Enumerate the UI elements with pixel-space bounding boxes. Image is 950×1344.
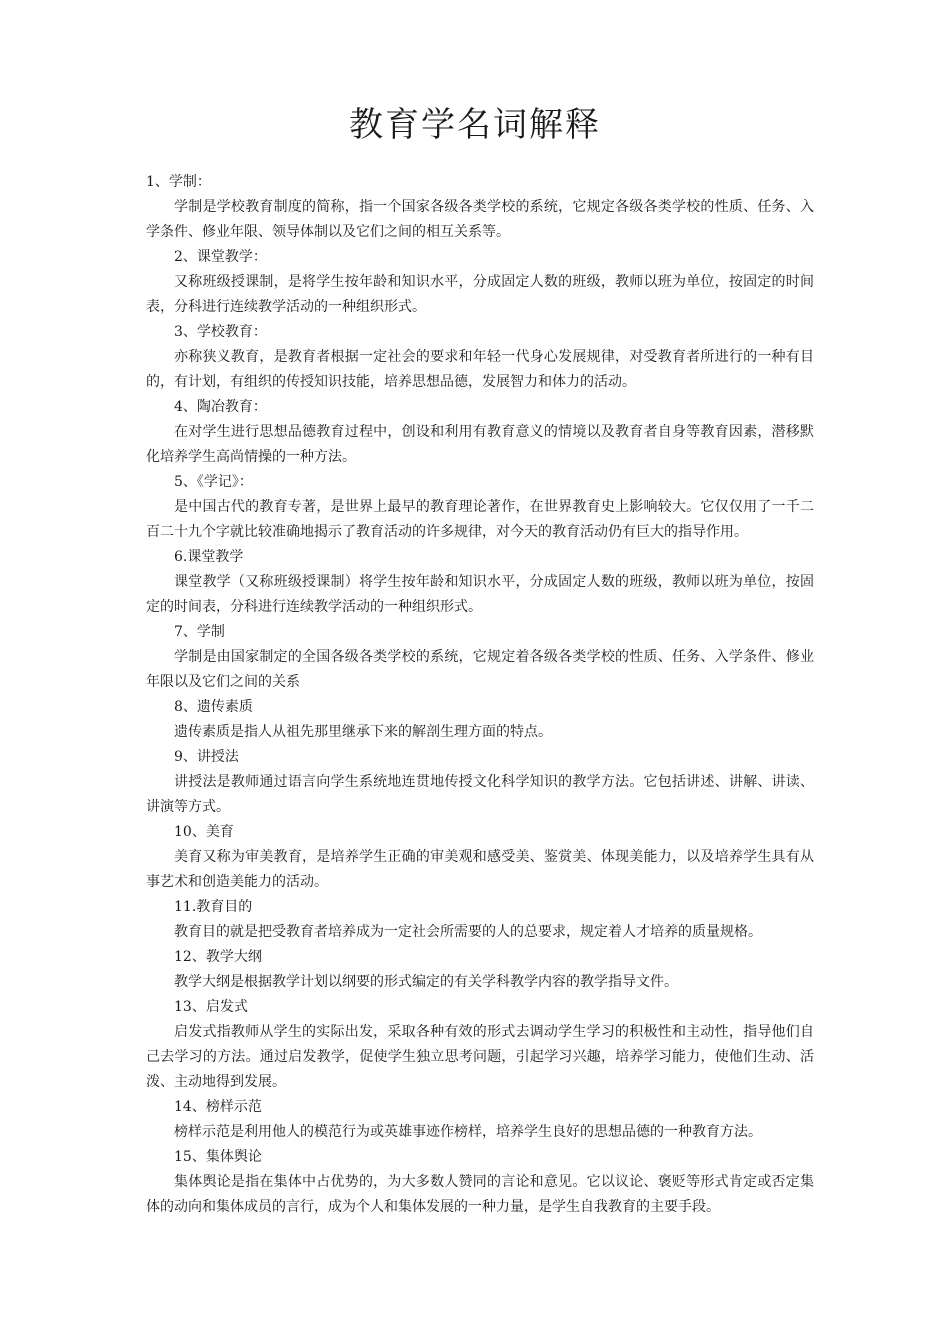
entry-heading: 12、教学大纲 — [174, 949, 262, 965]
entry-heading: 10、美育 — [174, 824, 234, 840]
entry-definition: 是中国古代的教育专著，是世界上最早的教育理论著作，在世界教育史上影响较大。它仅仅用了一千二百二十九个字就比较准确地揭示了教育活动的许多规律，对今天的教育活动仍有巨大的指导作用。 — [146, 499, 814, 540]
entry-definition: 遗传素质是指人从祖先那里继承下来的解剖生理方面的特点。 — [174, 724, 552, 740]
entry-definition: 学制是由国家制定的全国各级各类学校的系统，它规定着各级各类学校的性质、任务、入学条件、修业年限以及它们之间的关系 — [146, 649, 814, 690]
entry-heading: 4、陶冶教育： — [174, 399, 267, 415]
entry-heading: 5、《学记》： — [174, 474, 253, 490]
entry-definition: 讲授法是教师通过语言向学生系统地连贯地传授文化科学知识的教学方法。它包括讲述、讲解、讲读、讲演等方式。 — [146, 774, 814, 815]
entry-heading: 6.课堂教学 — [174, 549, 244, 565]
document-title: 教育学名词解释 — [349, 105, 601, 145]
entry-definition: 亦称狭义教育，是教育者根据一定社会的要求和年轻一代身心发展规律，对受教育者所进行的一种有目的，有计划，有组织的传授知识技能，培养思想品德，发展智力和体力的活动。 — [146, 349, 814, 390]
entry-definition: 启发式指教师从学生的实际出发，采取各种有效的形式去调动学生学习的积极性和主动性，指导他们自己去学习的方法。通过启发教学，促使学生独立思考问题，引起学习兴趣，培养学习能力，使他们生动、活泼、主动地得到发展。 — [146, 1024, 814, 1090]
entry-heading: 3、学校教育： — [174, 324, 267, 340]
entry-heading: 8、遗传素质 — [174, 699, 253, 715]
entry-definition: 美育又称为审美教育，是培养学生正确的审美观和感受美、鉴赏美、体现美能力，以及培养学生具有从事艺术和创造美能力的活动。 — [146, 849, 814, 890]
entry-definition: 教学大纲是根据教学计划以纲要的形式编定的有关学科教学内容的教学指导文件。 — [174, 974, 678, 990]
entry-definition: 又称班级授课制，是将学生按年龄和知识水平，分成固定人数的班级，教师以班为单位，按固定的时间表，分科进行连续教学活动的一种组织形式。 — [146, 274, 814, 315]
entry-definition: 在对学生进行思想品德教育过程中，创设和利用有教育意义的情境以及教育者自身等教育因素，潜移默化培养学生高尚情操的一种方法。 — [146, 424, 814, 465]
entry-heading: 2、课堂教学： — [174, 249, 267, 265]
entry-definition: 集体舆论是指在集体中占优势的，为大多数人赞同的言论和意见。它以议论、褒贬等形式肯定或否定集体的动向和集体成员的言行，成为个人和集体发展的一种力量，是学生自我教育的主要手段。 — [146, 1174, 814, 1215]
entry-heading: 11.教育目的 — [174, 899, 253, 915]
entry-heading: 14、榜样示范 — [174, 1099, 262, 1115]
entry-definition: 课堂教学（又称班级授课制）将学生按年龄和知识水平，分成固定人数的班级，教师以班为单位，按固定的时间表，分科进行连续教学活动的一种组织形式。 — [146, 574, 814, 615]
entry-heading: 13、启发式 — [174, 999, 248, 1015]
entry-definition: 榜样示范是利用他人的模范行为或英雄事迹作榜样，培养学生良好的思想品德的一种教育方法。 — [174, 1124, 762, 1140]
entry-heading: 9、讲授法 — [174, 749, 239, 765]
entry-heading: 1、学制： — [146, 174, 211, 190]
entry-heading: 15、集体舆论 — [174, 1149, 262, 1165]
entry-definition: 教育目的就是把受教育者培养成为一定社会所需要的人的总要求，规定着人才培养的质量规格。 — [174, 924, 762, 940]
entry-definition: 学制是学校教育制度的简称，指一个国家各级各类学校的系统，它规定各级各类学校的性质、任务、入学条件、修业年限、领导体制以及它们之间的相互关系等。 — [146, 199, 814, 240]
glossary-content — [146, 170, 814, 1220]
entry-heading: 7、学制 — [174, 624, 225, 640]
